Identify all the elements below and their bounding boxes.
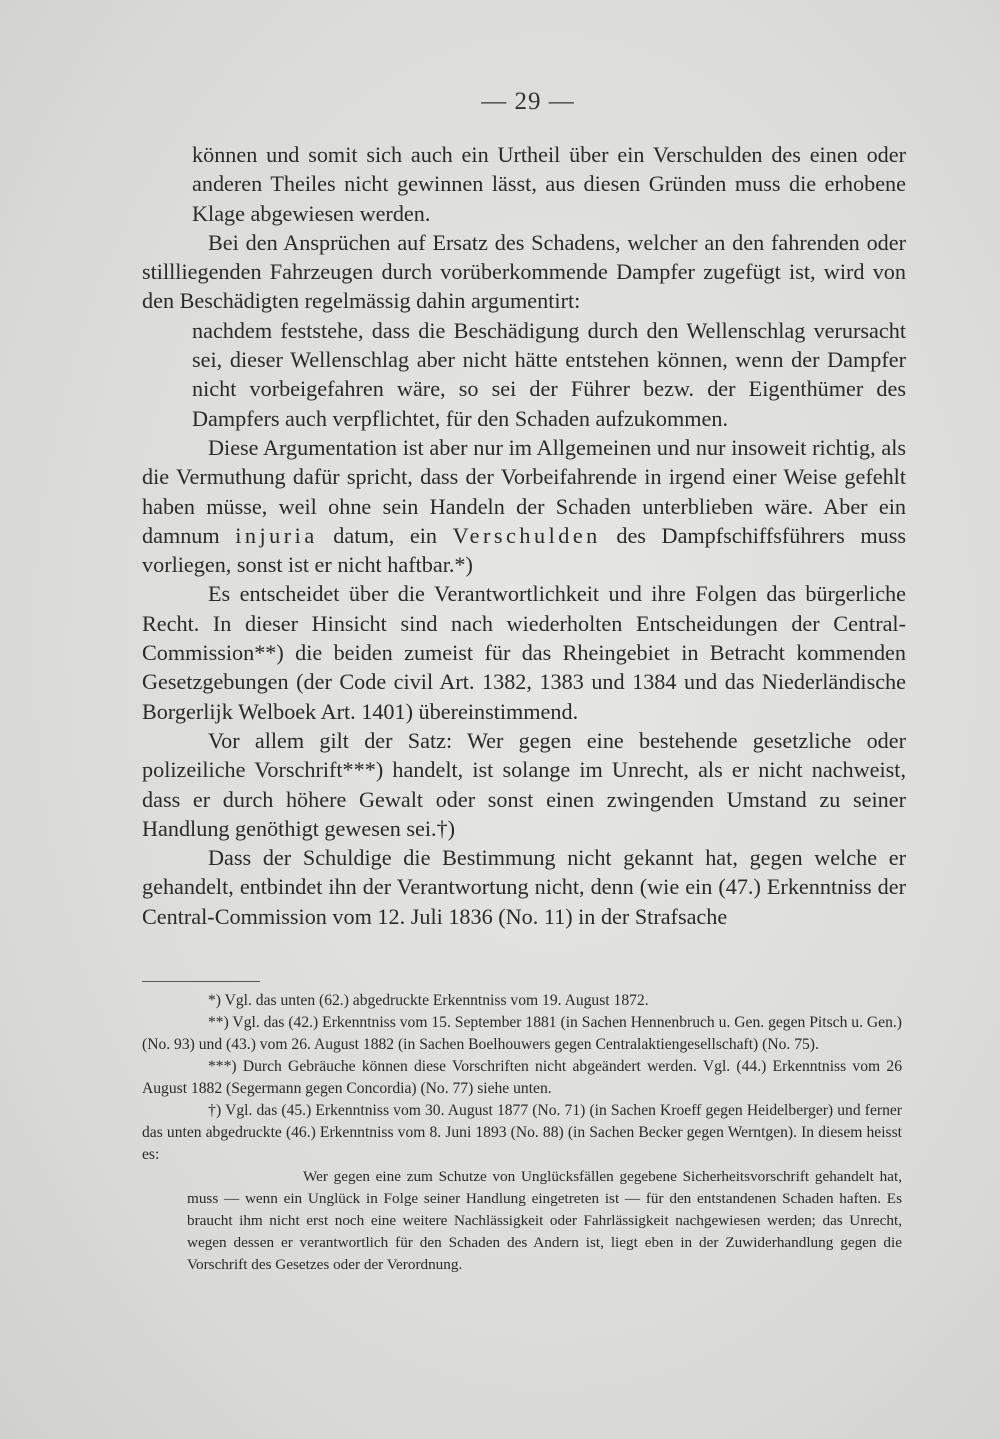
text-run: datum, ein: [317, 522, 453, 548]
footnote: ***) Durch Gebräuche können diese Vorschriften nicht abgeändert werden. Vgl. (44.) Erkenntniss vom 26 August 1882 (Segermann gegen Concordia) (No. 77) siehe unten.: [142, 1058, 902, 1097]
emphasized-text: injuria: [235, 522, 318, 548]
footnote: **) Vgl. das (42.) Erkenntniss vom 15. September 1881 (in Sachen Hennenbruch u. Gen. gegen Pitsch u. Gen.) (No. 93) und (43.) vom 26. August 1882 (in Sachen Boelhouwers gegen Centralaktiengesellschaft) (No. 75).: [142, 1014, 902, 1053]
main-text: [142, 140, 906, 931]
footnote-quote: Wer gegen eine zum Schutze von Unglücksfällen gegebene Sicherheitsvorschrift gehandelt hat, muss — wenn ein Unglück in Folge seiner Handlung eingetreten ist — für den entstandenen Schaden haften. Es braucht ihm nicht erst noch eine weitere Nachlässigkeit oder Fahrlässigkeit nachgewiesen werden; das Unrecht, wegen dessen er verantwortlich für den Schaden des Andern ist, liegt eben in der Zuwiderhandlung gegen die Vorschrift des Gesetzes oder der Verordnung.: [187, 1168, 902, 1273]
page-number: — 29 —: [481, 88, 575, 115]
paragraph: Bei den Ansprüchen auf Ersatz des Schadens, welcher an den fahrenden oder stillliegenden Fahrzeugen durch vorüberkommende Dampfer zugefügt ist, wird von den Beschädigten regelmässig dahin argumentirt:: [142, 229, 906, 314]
emphasized-text: Verschulden: [452, 522, 601, 548]
paragraph: [142, 433, 906, 579]
text-run: Diese Argumentation ist aber nur im Allgemeinen und nur insoweit richtig, als die Vermuthung dafür spricht, dass der Vorbeifahrende in irgend einer Weise gefehlt haben müsse, weil ohne sein Handeln der Schaden unterblieben wäre. Aber ein damnum: [142, 434, 906, 548]
text-run: des Dampfschiffsführers muss vorliegen, sonst ist er nicht haftbar.*): [142, 522, 906, 578]
paragraph-continuation: können und somit sich auch ein Urtheil über ein Verschulden des einen oder anderen Theiles nicht gewinnen lässt, aus diesen Gründen muss die erhobene Klage abgewiesen werden.: [192, 142, 906, 226]
paragraph: Es entscheidet über die Verantwortlichkeit und ihre Folgen das bürgerliche Recht. In dieser Hinsicht sind nach wiederholten Entscheidungen der Central-Commission**) die beiden zumeist für das Rheingebiet in Betracht kommenden Gesetzgebungen (der Code civil Art. 1382, 1383 und 1384 und das Niederländische Borgerlijk Welboek Art. 1401) übereinstimmend.: [142, 581, 906, 724]
quoted-argument: nachdem feststehe, dass die Beschädigung durch den Wellenschlag verursacht sei, dieser Wellenschlag aber nicht hätte entstehen können, wenn der Dampfer nicht vorbeigefahren wäre, so sei der Führer bezw. der Eigenthümer des Dampfers auch verpflichtet, für den Schaden aufzukommen.: [192, 317, 906, 431]
footnote: *) Vgl. das unten (62.) abgedruckte Erkenntniss vom 19. August 1872.: [208, 992, 649, 1009]
footnote: †) Vgl. das (45.) Erkenntniss vom 30. August 1877 (No. 71) (in Sachen Kroeff gegen Heidelberger) und ferner das unten abgedruckte (46.) Erkenntniss vom 8. Juni 1893 (No. 88) (in Sachen Becker gegen Werntgen). In diesem heisst es:: [142, 1102, 902, 1163]
footnote-separator: [142, 981, 260, 982]
paragraph: Dass der Schuldige die Bestimmung nicht gekannt hat, gegen welche er gehandelt, entbindet ihn der Verantwortung nicht, denn (wie ein (47.) Erkenntniss der Central-Commission vom 12. Juli 1836 (No. 11) in der Strafsache: [142, 845, 906, 929]
paragraph: Vor allem gilt der Satz: Wer gegen eine bestehende gesetzliche oder polizeiliche Vorschrift***) handelt, ist solange im Unrecht, als er nicht nachweist, dass er durch höhere Gewalt oder sonst einen zwingenden Umstand zu seiner Handlung genöthigt gewesen sei.†): [142, 727, 906, 841]
footnotes: [142, 990, 902, 1276]
